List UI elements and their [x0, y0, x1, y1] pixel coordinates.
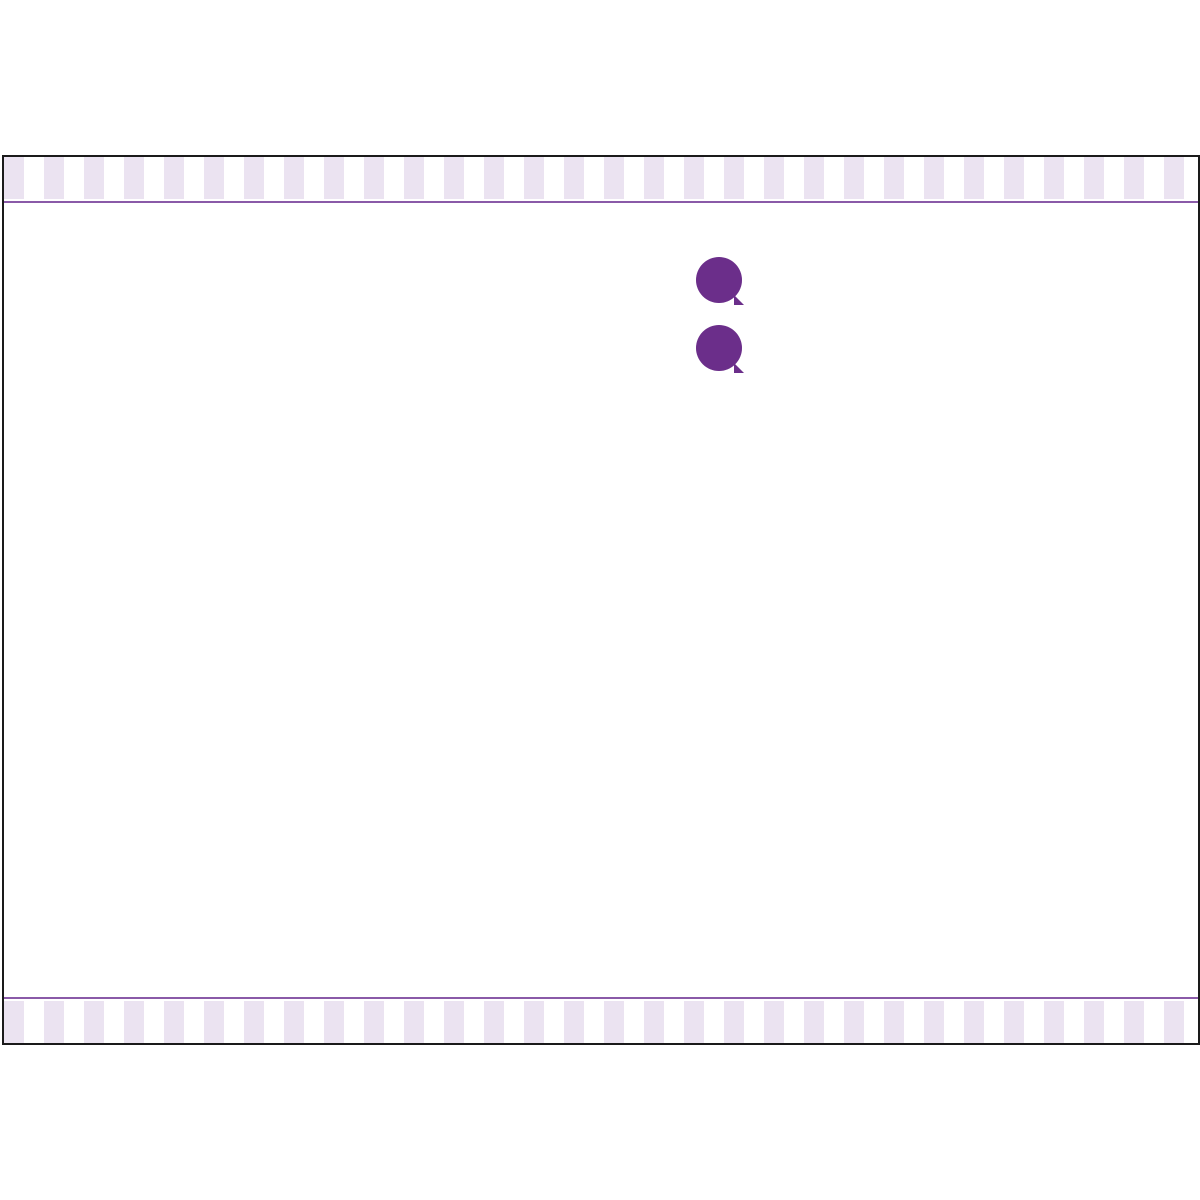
top-stripe-band: [4, 157, 1198, 199]
book-spread: [2, 155, 1200, 1045]
part-4-badge: [696, 325, 742, 371]
part-4-header: [696, 323, 1116, 373]
part-3-badge: [696, 257, 742, 303]
bottom-stripe-band: [4, 1001, 1198, 1043]
part-3-header: [696, 255, 1116, 305]
right-page-toc: [696, 233, 1116, 373]
top-rule: [4, 201, 1198, 203]
bottom-rule: [4, 997, 1198, 999]
